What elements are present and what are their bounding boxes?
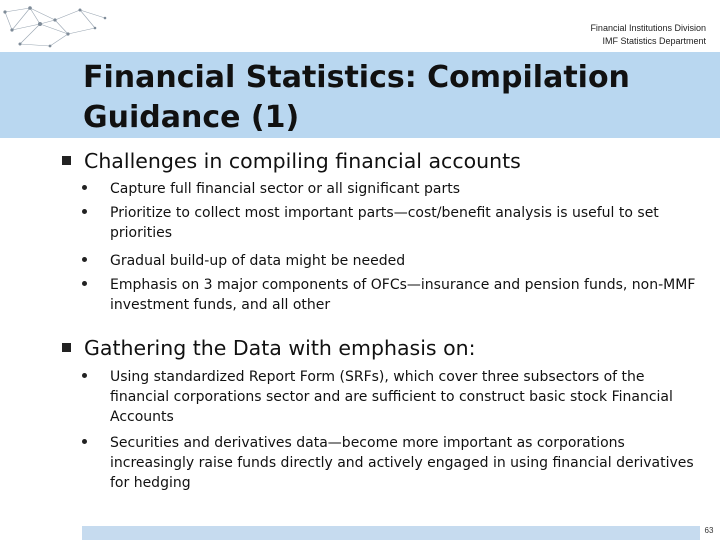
section-challenges xyxy=(62,148,702,315)
footer-bar xyxy=(82,526,700,540)
list-item xyxy=(62,275,702,315)
list-item-text: Using standardized Report Form (SRFs), which cover three subsectors of the financial corporations sector and are sufficient to construct basic stock Financial Accounts xyxy=(110,369,673,425)
bullet-dot-icon xyxy=(82,373,87,378)
list-item-text: Capture full financial sector or all significant parts xyxy=(110,181,460,197)
page-number: 63 xyxy=(700,524,718,538)
list-item xyxy=(62,203,702,243)
list-item-text: Securities and derivatives data—become more important as corporations increasingly raise funds directly and actively engaged in using financial derivatives for hedging xyxy=(110,435,694,491)
list-item xyxy=(62,179,702,199)
bullet-dot-icon xyxy=(82,185,87,190)
section-heading xyxy=(62,335,702,361)
organization-header xyxy=(590,22,706,48)
department-name: IMF Statistics Department xyxy=(602,36,706,46)
section-heading xyxy=(62,148,702,174)
list-item-text: Prioritize to collect most important parts—cost/benefit analysis is useful to set priorities xyxy=(110,205,659,241)
bullet-list xyxy=(62,367,702,493)
list-item-text: Gradual build-up of data might be needed xyxy=(110,253,406,269)
network-logo xyxy=(0,0,120,52)
slide-title: Financial Statistics: Compilation Guidance (1) xyxy=(83,60,630,135)
section-heading-text: Gathering the Data with emphasis on: xyxy=(84,336,476,360)
list-item-text: Emphasis on 3 major components of OFCs—insurance and pension funds, non-MMF investment funds, and all other xyxy=(110,277,696,313)
bullet-list xyxy=(62,179,702,315)
bullet-dot-icon xyxy=(82,257,87,262)
list-item xyxy=(62,251,702,271)
section-heading-text: Challenges in compiling financial accounts xyxy=(84,149,521,173)
bullet-dot-icon xyxy=(82,281,87,286)
list-item xyxy=(62,433,702,493)
list-item xyxy=(62,367,702,427)
square-bullet-icon xyxy=(62,156,71,165)
bullet-dot-icon xyxy=(82,209,87,214)
square-bullet-icon xyxy=(62,343,71,352)
division-name: Financial Institutions Division xyxy=(590,23,706,33)
section-gathering xyxy=(62,335,702,493)
bullet-dot-icon xyxy=(82,439,87,444)
